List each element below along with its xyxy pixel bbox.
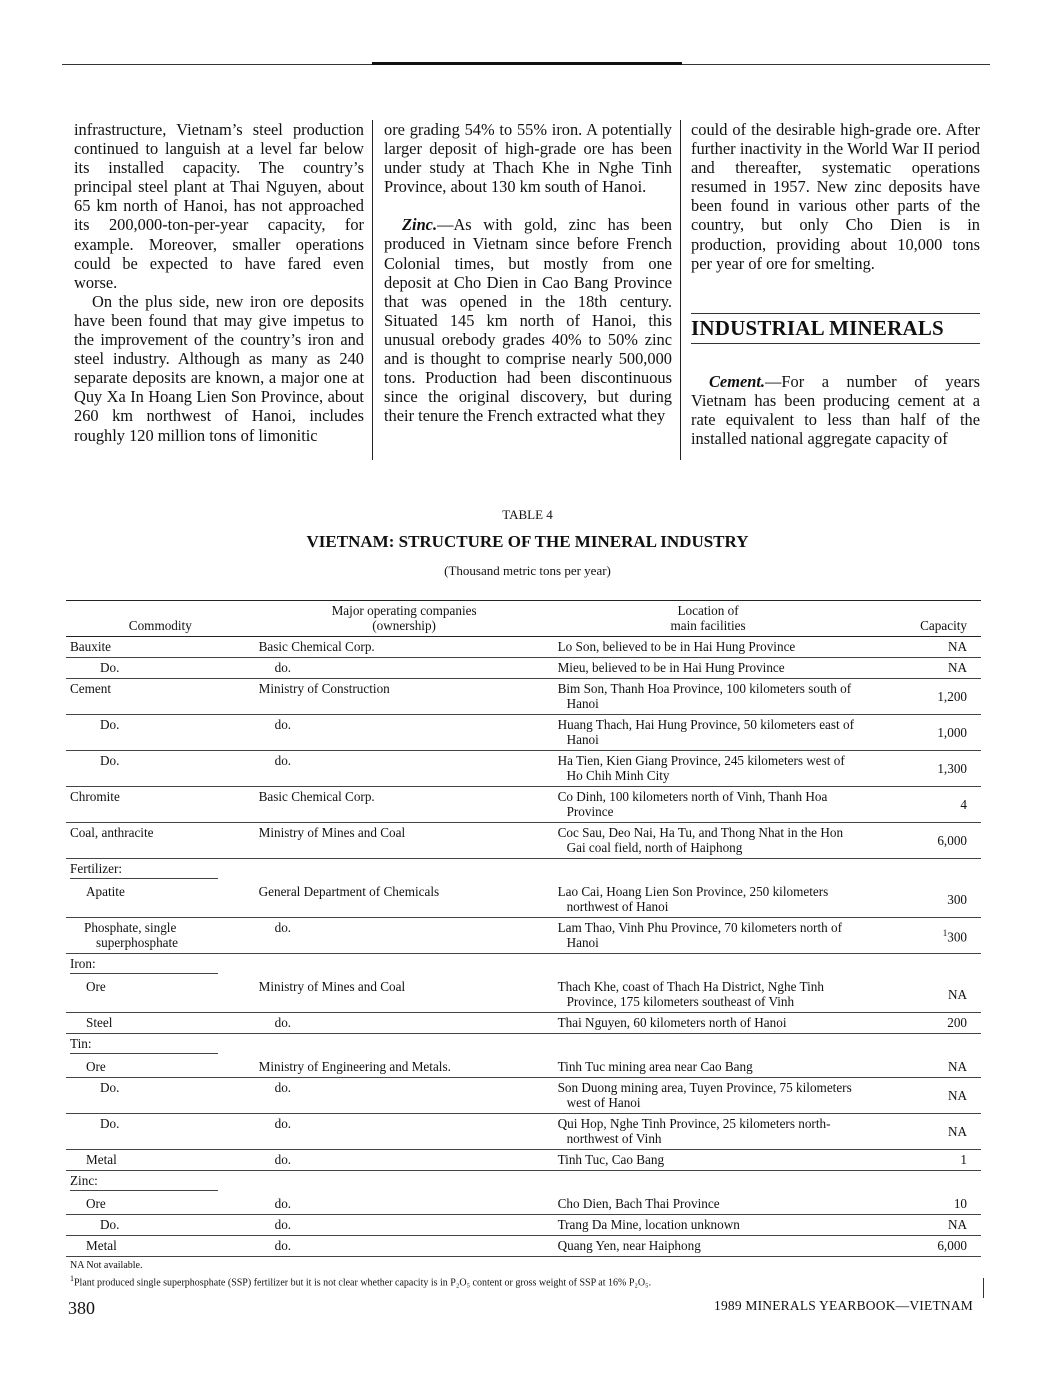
cell-capacity: NA: [863, 1215, 981, 1236]
cell-commodity: Bauxite: [66, 637, 255, 658]
industrial-minerals-heading: INDUSTRIAL MINERALS: [691, 315, 944, 340]
location-text: Lam Thao, Vinh Phu Province, 70 kilometers north of Hanoi: [557, 920, 842, 950]
header-company-line2: (ownership): [372, 618, 436, 633]
cement-section: [691, 372, 980, 448]
cell-location: [554, 658, 863, 679]
group-label: Tin:: [70, 1036, 218, 1054]
table-row: [66, 1057, 981, 1078]
cell-location: [554, 918, 863, 954]
col2-paragraph-1: ore grading 54% to 55% iron. A potentially larger deposit of high-grade ore has been under study at Thach Khe in Nghe Tinh Province, about 130 km south of Hanoi.: [384, 120, 672, 197]
location-text: Coc Sau, Deo Nai, Ha Tu, and Thong Nhat in the Hon Gai coal field, north of Haiphong: [557, 825, 844, 855]
cell-location: [554, 1215, 863, 1236]
location-text: Thach Khe, coast of Thach Ha District, Nghe Tinh Province, 175 kilometers southeast of Vinh: [557, 979, 824, 1009]
cell-location: [554, 715, 863, 751]
location-text: Quang Yen, near Haiphong: [557, 1238, 701, 1253]
cell-commodity: Do.: [66, 1078, 255, 1114]
location-text: Lo Son, believed to be in Hai Hung Province: [557, 639, 796, 654]
cell-commodity: Ore: [66, 1057, 255, 1078]
table-row: [66, 1194, 981, 1215]
location-text: Qui Hop, Nghe Tinh Province, 25 kilometers north-northwest of Vinh: [557, 1116, 831, 1146]
cell-company: do.: [255, 658, 554, 679]
cell-location: [554, 1150, 863, 1171]
cell-location: [554, 977, 863, 1013]
table-row: [66, 1078, 981, 1114]
header-company: [255, 601, 554, 637]
header-capacity: Capacity: [863, 601, 981, 637]
footnote-1-marker: 1: [70, 1274, 74, 1283]
header-location-line2: main facilities: [670, 618, 746, 633]
cell-commodity: Coal, anthracite: [66, 823, 255, 859]
cell-location: [554, 679, 863, 715]
cell-company: do.: [255, 1078, 554, 1114]
table-row: [66, 1013, 981, 1034]
cell-commodity: [66, 918, 255, 954]
cell-capacity: NA: [863, 1057, 981, 1078]
cell-capacity: 4: [863, 787, 981, 823]
cell-commodity: Do.: [66, 715, 255, 751]
table-group-row: [66, 1171, 981, 1195]
cell-commodity: Metal: [66, 1236, 255, 1257]
running-footer-title: 1989 MINERALS YEARBOOK—VIETNAM: [714, 1298, 973, 1313]
table-row: [66, 977, 981, 1013]
cell-commodity: Ore: [66, 977, 255, 1013]
cell-commodity: Apatite: [66, 882, 255, 918]
cell-commodity: Metal: [66, 1150, 255, 1171]
footnote-na: NA Not available.: [70, 1260, 143, 1271]
cell-commodity: Ore: [66, 1194, 255, 1215]
group-heading-fertilizer: [66, 859, 981, 883]
cell-company: do.: [255, 918, 554, 954]
cell-location: [554, 787, 863, 823]
cell-company: do.: [255, 751, 554, 787]
cell-capacity: NA: [863, 637, 981, 658]
table-subtitle: (Thousand metric tons per year): [444, 563, 611, 578]
location-text: Son Duong mining area, Tuyen Province, 75 kilometers west of Hanoi: [557, 1080, 852, 1110]
col1-paragraph-2: On the plus side, new iron ore deposits have been found that may give impetus to the improvement of the country’s iron and steel industry. Although as many as 240 separate deposits are known, a major one at Quy Xa In Hoang Lien Son Province, about 260 km northwest of Hanoi, includes roughly 120 million tons of limonitic: [74, 291, 364, 445]
text-column-1: [74, 120, 364, 445]
cell-commodity: Do.: [66, 658, 255, 679]
table-label: TABLE 4: [502, 507, 553, 522]
table-footnotes: [70, 1259, 651, 1289]
column-divider-1: [372, 120, 373, 460]
cell-commodity: Do.: [66, 1215, 255, 1236]
cell-commodity: Do.: [66, 1114, 255, 1150]
table-group-row: [66, 954, 981, 978]
cell-company: Basic Chemical Corp.: [255, 637, 554, 658]
cell-capacity: 1: [863, 1150, 981, 1171]
table-title: VIETNAM: STRUCTURE OF THE MINERAL INDUSTRY: [306, 532, 749, 551]
group-heading-iron: [66, 954, 981, 978]
cell-location: [554, 1057, 863, 1078]
cell-commodity: Chromite: [66, 787, 255, 823]
table-row: [66, 679, 981, 715]
cell-company: Basic Chemical Corp.: [255, 787, 554, 823]
location-text: Bim Son, Thanh Hoa Province, 100 kilometers south of Hanoi: [557, 681, 852, 711]
table-row: [66, 1215, 981, 1236]
header-commodity: Commodity: [66, 601, 255, 637]
footnote-1-text: Plant produced single superphosphate (SSP) fertilizer but it is not clear whether capacity is in P₂O₅ content or gross weight of SSP at 16% P₂O₅.: [74, 1277, 652, 1289]
footnote-1: [70, 1272, 651, 1289]
top-rule-accent: [372, 62, 682, 65]
cell-capacity: NA: [863, 1114, 981, 1150]
table-group-row: [66, 859, 981, 883]
table-row: [66, 715, 981, 751]
location-text: Trang Da Mine, location unknown: [557, 1217, 740, 1232]
column-divider-2: [680, 120, 681, 460]
table-group-row: [66, 1034, 981, 1058]
group-heading-tin: [66, 1034, 981, 1058]
cell-capacity: 1,000: [863, 715, 981, 751]
cell-capacity: 1,200: [863, 679, 981, 715]
location-text: Tinh Tuc, Cao Bang: [557, 1152, 665, 1167]
col1-paragraph-1: infrastructure, Vietnam’s steel production continued to languish at a level far below its installed capacity. The country’s principal steel plant at Thai Nguyen, about 65 km north of Hanoi, has not approached its 200,000-ton-per-year capacity, for example. Moreover, smaller operations could be expected to have fared even worse.: [74, 120, 364, 292]
cell-capacity: NA: [863, 1078, 981, 1114]
group-label: Zinc:: [70, 1173, 218, 1191]
group-label: Iron:: [70, 956, 218, 974]
cell-location: [554, 637, 863, 658]
zinc-runin-heading: Zinc.: [402, 215, 438, 235]
header-company-line1: Major operating companies: [331, 603, 477, 618]
cell-location: [554, 751, 863, 787]
cell-company: do.: [255, 1013, 554, 1034]
header-location-line1: Location of: [677, 603, 739, 618]
zinc-paragraph: —As with gold, zinc has been produced in Vietnam since before French Colonial times, but mostly from one deposit at Cho Dien in Cao Bang Province that was opened in the 18th century. Situated 145 km north of Hanoi, this unusual orebody grades 40% to 50% zinc and is thought to comprise nearly 500,000 tons. Production had been discontinuous since the original discovery, but during their tenure the French extracted what they: [384, 215, 672, 426]
table-row: [66, 1150, 981, 1171]
table-row: [66, 1114, 981, 1150]
table-row: [66, 823, 981, 859]
cell-company: do.: [255, 1236, 554, 1257]
margin-rule: [983, 1278, 984, 1298]
capacity-value: 300: [947, 929, 967, 945]
cell-capacity: 200: [863, 1013, 981, 1034]
table-header-row: [66, 601, 981, 637]
cell-location: [554, 1078, 863, 1114]
cell-capacity: NA: [863, 977, 981, 1013]
page-number: 380: [68, 1298, 95, 1318]
cell-capacity: 10: [863, 1194, 981, 1215]
cell-company: do.: [255, 1215, 554, 1236]
location-text: Co Dinh, 100 kilometers north of Vinh, Thanh Hoa Province: [557, 789, 828, 819]
group-heading-zinc: [66, 1171, 981, 1195]
cell-capacity: [863, 918, 981, 954]
cell-capacity: 6,000: [863, 823, 981, 859]
zinc-section: [384, 215, 672, 425]
cell-company: do.: [255, 1114, 554, 1150]
cell-commodity: Cement: [66, 679, 255, 715]
table-row: [66, 637, 981, 658]
cell-company: Ministry of Engineering and Metals.: [255, 1057, 554, 1078]
footnote-marker: 1: [942, 927, 948, 938]
table-row: [66, 658, 981, 679]
location-text: Cho Dien, Bach Thai Province: [557, 1196, 720, 1211]
location-text: Ha Tien, Kien Giang Province, 245 kilometers west of Ho Chih Minh City: [557, 753, 845, 783]
group-label: Fertilizer:: [70, 861, 218, 879]
cell-company: Ministry of Mines and Coal: [255, 823, 554, 859]
commodity-text: Phosphate, single superphosphate: [84, 920, 179, 950]
cell-capacity: 6,000: [863, 1236, 981, 1257]
cell-capacity: NA: [863, 658, 981, 679]
section-heading-box: [691, 313, 980, 344]
cement-runin-heading: Cement.: [709, 371, 765, 391]
table-row: [66, 1236, 981, 1257]
cell-location: [554, 1114, 863, 1150]
col3-paragraph-1: could of the desirable high-grade ore. After further inactivity in the World War II period and thereafter, systematic operations resumed in 1957. New zinc deposits have been found in various other parts of the country, but only Cho Dien is in production, providing about 10,000 tons per year of ore for smelting.: [691, 120, 980, 273]
cell-company: do.: [255, 1150, 554, 1171]
location-text: Lao Cai, Hoang Lien Son Province, 250 kilometers northwest of Hanoi: [557, 884, 829, 914]
cell-company: do.: [255, 715, 554, 751]
location-text: Thai Nguyen, 60 kilometers north of Hanoi: [557, 1015, 787, 1030]
cell-capacity: 300: [863, 882, 981, 918]
cell-commodity: Do.: [66, 751, 255, 787]
table-row: [66, 787, 981, 823]
location-text: Tinh Tuc mining area near Cao Bang: [557, 1059, 753, 1074]
text-column-2: [384, 120, 672, 425]
cell-capacity: 1,300: [863, 751, 981, 787]
cell-company: Ministry of Construction: [255, 679, 554, 715]
cell-location: [554, 882, 863, 918]
table-row: [66, 882, 981, 918]
table-row: [66, 918, 981, 954]
cell-commodity: Steel: [66, 1013, 255, 1034]
cell-company: Ministry of Mines and Coal: [255, 977, 554, 1013]
cell-location: [554, 823, 863, 859]
location-text: Mieu, believed to be in Hai Hung Province: [557, 660, 785, 675]
cell-location: [554, 1013, 863, 1034]
mineral-industry-table: [66, 600, 981, 1257]
cell-company: General Department of Chemicals: [255, 882, 554, 918]
location-text: Huang Thach, Hai Hung Province, 50 kilometers east of Hanoi: [557, 717, 854, 747]
cell-location: [554, 1236, 863, 1257]
text-column-3: [691, 120, 980, 448]
cement-paragraph: —For a number of years Vietnam has been producing cement at a rate equivalent to less than half of the installed national aggregate capacity of: [691, 371, 980, 449]
table-row: [66, 751, 981, 787]
cell-company: do.: [255, 1194, 554, 1215]
header-location: [554, 601, 863, 637]
cell-location: [554, 1194, 863, 1215]
